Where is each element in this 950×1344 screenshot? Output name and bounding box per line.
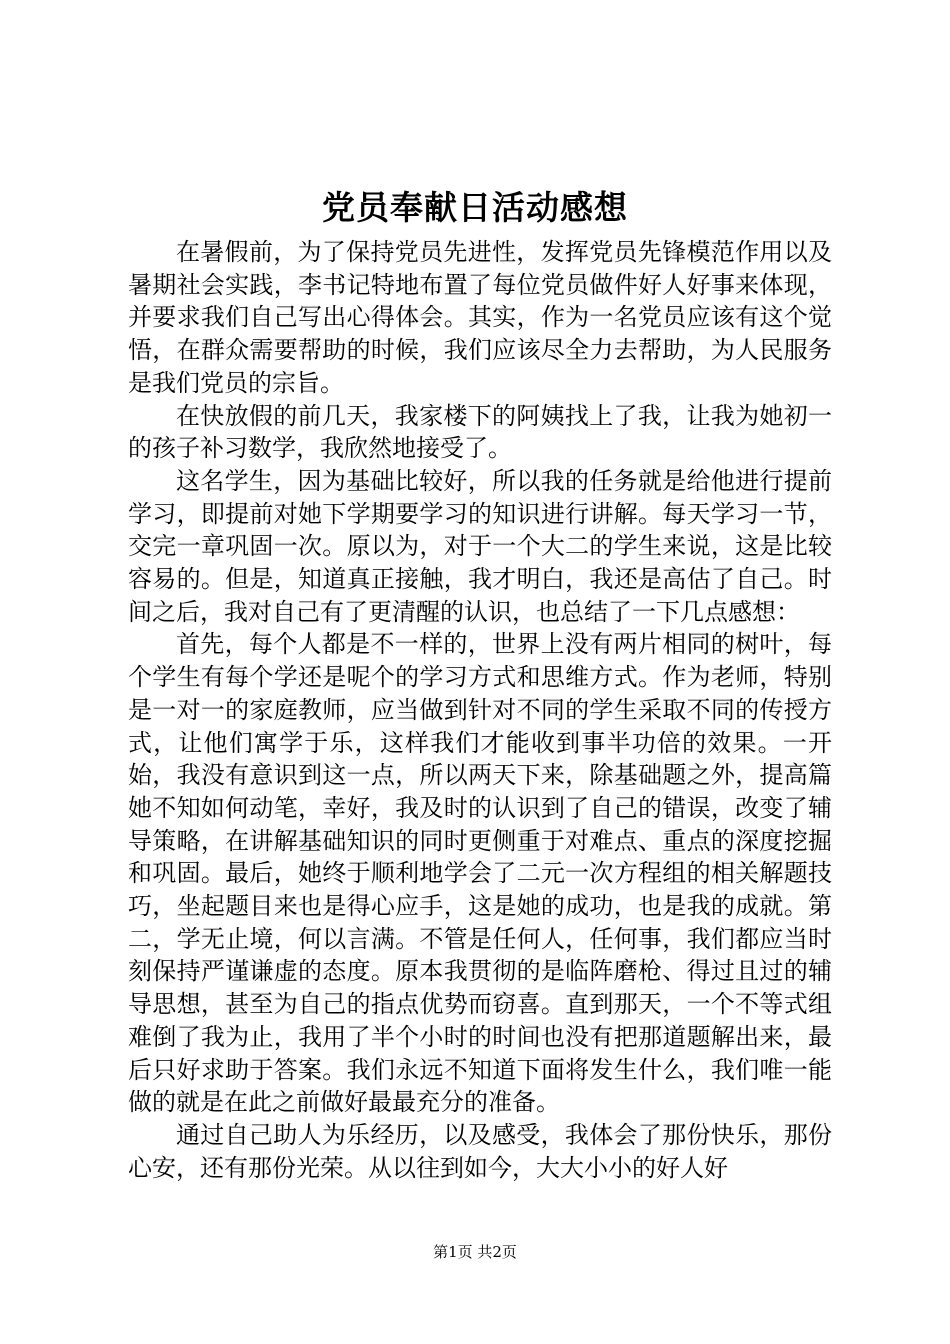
document-title: 党员奉献日活动感想 xyxy=(322,188,628,227)
paragraph-1: 在暑假前，为了保持党员先进性，发挥党员先锋模范作用以及暑期社会实践，李书记特地布置了每位党员做件好人好事来体现，并要求我们自己写出心得体会。其实，作为一名党员应该有这个觉悟，在群众需要帮助的时候，我们应该尽全力去帮助，为人民服务是我们党员的宗旨。 xyxy=(128,238,832,397)
page-number-footer: 第1页 共2页 xyxy=(433,1243,517,1261)
paragraph-3: 这名学生，因为基础比较好，所以我的任务就是给他进行提前学习，即提前对她下学期要学习的知识进行讲解。每天学习一节，交完一章巩固一次。原以为，对于一个大二的学生来说，这是比较容易的。但是，知道真正接触，我才明白，我还是高估了自己。时间之后，我对自己有了更清醒的认识，也总结了一下几点感想： xyxy=(128,466,832,626)
paragraph-5: 通过自己助人为乐经历，以及感受，我体会了那份快乐，那份心安，还有那份光荣。从以往到如今，大大小小的好人好 xyxy=(128,1120,832,1182)
paragraph-4: 首先，每个人都是不一样的，世界上没有两片相同的树叶，每个学生有每个学还是呢个的学习方式和思维方式。作为老师，特别是一对一的家庭教师，应当做到针对不同的学生采取不同的传授方式，让他们寓学于乐，这样我们才能收到事半功倍的效果。一开始，我没有意识到这一点，所以两天下来，除基础题之外，提高篇她不知如何动笔，幸好，我及时的认识到了自己的错误，改变了辅导策略，在讲解基础知识的同时更侧重于对难点、重点的深度挖掘和巩固。最后，她终于顺利地学会了二元一次方程组的相关解题技巧，坐起题目来也是得心应手，这是她的成功，也是我的成就。第二，学无止境，何以言满。不管是任何人，任何事，我们都应当时刻保持严谨谦虚的态度。原本我贯彻的是临阵磨枪、得过且过的辅导思想，甚至为自己的指点优势而窃喜。直到那天，一个不等式组难倒了我为止，我用了半个小时的时间也没有把那道题解出来，最后只好求助于答案。我们永远不知道下面将发生什么，我们唯一能做的就是在此之前做好最最充分的准备。 xyxy=(128,630,832,1117)
document-body xyxy=(128,236,832,1184)
paragraph-2: 在快放假的前几天，我家楼下的阿姨找上了我，让我为她初一的孩子补习数学，我欣然地接受了。 xyxy=(128,401,832,463)
